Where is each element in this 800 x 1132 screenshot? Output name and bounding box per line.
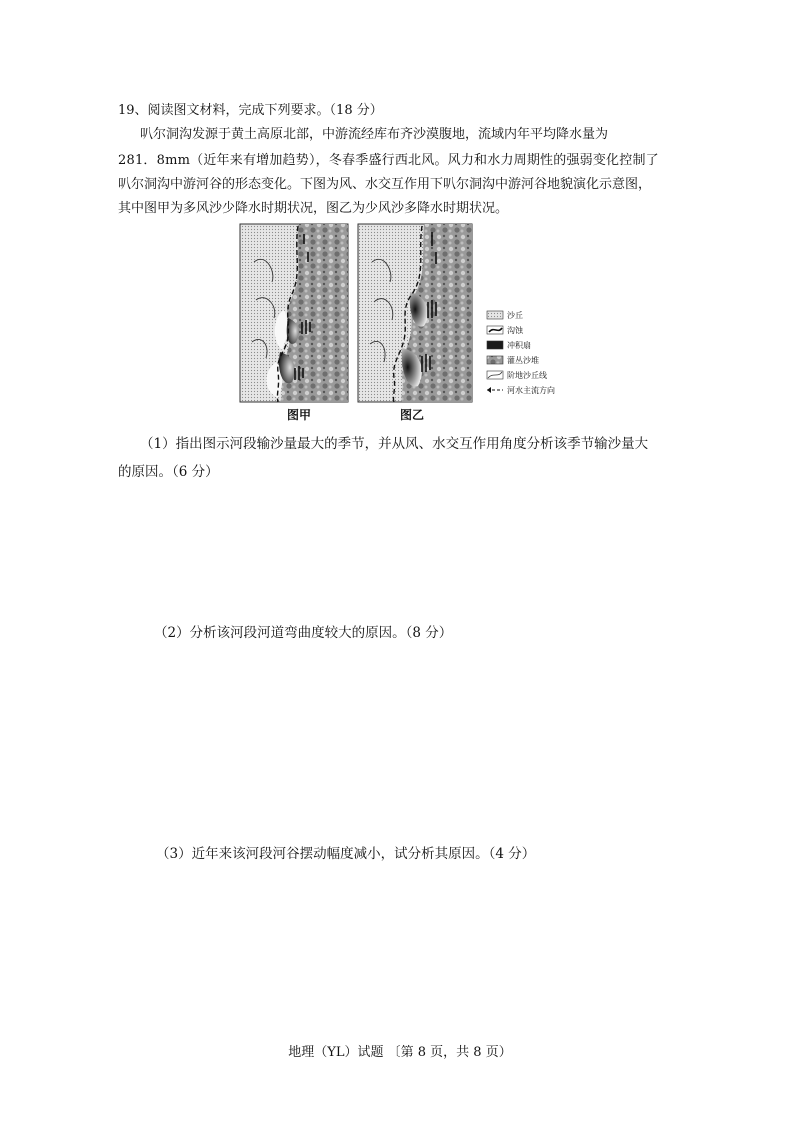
question-title: 19、阅读图文材料，完成下列要求。（18 分）	[118, 103, 383, 118]
passage-line-2: 281．8mm（近年来有增加趋势），冬春季盛行西北风。风力和水力周期性的强弱变化控制了	[118, 153, 659, 168]
legend-swatch-sand-dune	[487, 311, 503, 319]
page-footer: 地理（YL）试题 〔第 8 页，共 8 页）	[288, 1045, 512, 1060]
passage-line-1: 叭尔洞沟发源于黄土高原北部，中游流经库布齐沙漠腹地，流域内年平均降水量为	[140, 127, 609, 142]
passage-line-3: 叭尔洞沟中游河谷的形态变化。下图为风、水交互作用下叭尔洞沟中游河谷地貌演化示意图，	[118, 177, 652, 192]
subquestion-1-line-2: 的原因。（6 分）	[118, 464, 219, 480]
passage-line-4: 其中图甲为多风沙少降水时期状况，图乙为少风沙多降水时期状况。	[118, 201, 509, 216]
panel-a	[240, 224, 348, 402]
legend-label-gully-erosion: 沟蚀	[507, 326, 523, 335]
subquestion-2: （2）分析该河段河道弯曲度较大的原因。（8 分）	[154, 625, 453, 641]
legend-label-terrace-dune-line: 阶地沙丘线	[507, 371, 547, 380]
figure-legend	[487, 310, 555, 395]
landform-evolution-figure	[232, 222, 592, 422]
legend-swatch-gully-erosion	[487, 326, 503, 334]
legend-label-shrub-dune: 灌丛沙堆	[507, 356, 539, 365]
panel-b	[358, 224, 472, 402]
legend-label-alluvial-fan: 冲积扇	[507, 341, 531, 350]
legend-swatch-alluvial-fan	[487, 341, 503, 349]
legend-label-sand-dune: 沙丘	[507, 311, 523, 320]
legend-label-flow-direction: 河水主流方向	[507, 386, 555, 395]
figure-caption-b: 图乙	[400, 408, 425, 422]
figure-caption-a: 图甲	[287, 408, 312, 422]
subquestion-1-line-1: （1）指出图示河段输沙量最大的季节，并从风、水交互作用角度分析该季节输沙量大	[140, 436, 649, 452]
legend-swatch-terrace-dune-line	[487, 371, 503, 379]
legend-swatch-shrub-dune	[487, 356, 503, 364]
subquestion-3: （3）近年来该河段河谷摆动幅度减小，试分析其原因。（4 分）	[156, 846, 536, 862]
legend-swatch-flow-direction	[487, 387, 503, 393]
